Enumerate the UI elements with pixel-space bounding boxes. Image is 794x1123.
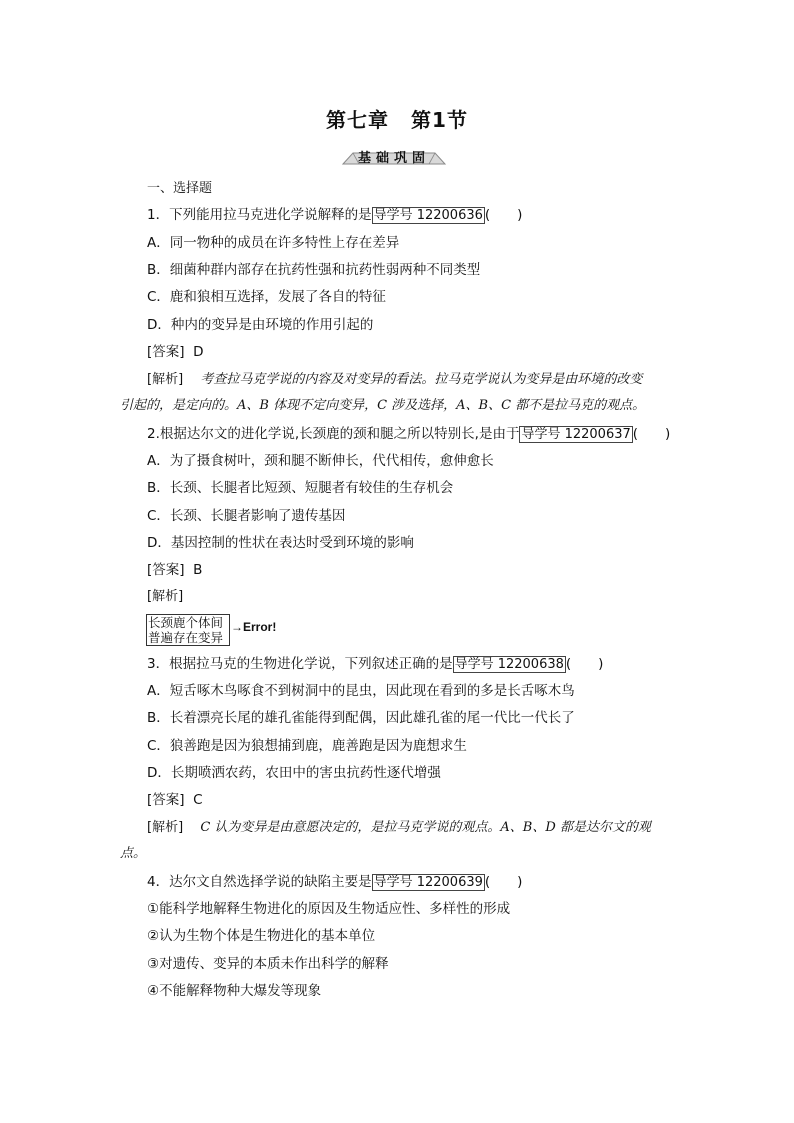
question-2-analysis-tag: [解析]: [147, 589, 184, 604]
question-4-statement-3: ③对遗传、变异的本质未作出科学的解释: [147, 956, 389, 972]
question-1-option-b: B．细菌种群内部存在抗药性强和抗药性弱两种不同类型: [147, 262, 481, 278]
question-2-option-a: A．为了摄食树叶，颈和腿不断伸长，代代相传，愈伸愈长: [147, 453, 494, 469]
question-3-analysis: [解析] C 认为变异是由意愿决定的，是拉马克学说的观点。A、B、D 都是达尔文的观: [147, 820, 651, 835]
question-1-answer: [答案] D: [147, 344, 204, 360]
question-1-option-d: D．种内的变异是由环境的作用引起的: [147, 317, 374, 333]
question-4-statement-2: ②认为生物个体是生物进化的基本单位: [147, 928, 376, 944]
flow-arrow-error: →Error!: [231, 620, 277, 634]
question-2-option-b: B．长颈、长腿者比短颈、短腿者有较佳的生存机会: [147, 480, 454, 496]
flow-box-line-1: 长颈鹿个体间: [148, 615, 224, 630]
banner-text: 基础巩固: [357, 151, 430, 166]
question-3-option-d: D．长期喷洒农药，农田中的害虫抗药性逐代增强: [147, 765, 441, 781]
question-3-analysis-continued: 点。: [120, 846, 147, 861]
question-4-statement-1: ①能科学地解释生物进化的原因及生物适应性、多样性的形成: [147, 901, 511, 917]
question-1-analysis: [解析] 考查拉马克学说的内容及对变异的看法。拉马克学说认为变异是由环境的改变: [147, 372, 643, 387]
section-banner: [339, 145, 449, 169]
question-2-option-d: D．基因控制的性状在表达时受到环境的影响: [147, 535, 414, 551]
question-code-box: 导学号 12200638: [454, 657, 564, 672]
question-3-option-c: C．狼善跑是因为狼想捕到鹿，鹿善跑是因为鹿想求生: [147, 738, 467, 754]
question-code-box: 导学号 12200636: [373, 208, 483, 223]
section-heading: 一、选择题: [147, 181, 213, 196]
question-code-box: 导学号 12200637: [521, 427, 631, 442]
question-3-answer: [答案] C: [147, 792, 203, 808]
question-code-box: 导学号 12200639: [373, 875, 483, 890]
question-2-answer: [答案] B: [147, 562, 203, 578]
question-3-option-a: A．短舌啄木鸟啄食不到树洞中的昆虫，因此现在看到的多是长舌啄木鸟: [147, 683, 575, 699]
question-1-option-c: C．鹿和狼相互选择，发展了各自的特征: [147, 289, 386, 305]
question-3-option-b: B．长着漂亮长尾的雄孔雀能得到配偶，因此雄孔雀的尾一代比一代长了: [147, 710, 575, 726]
section-label: 第1节: [411, 108, 468, 132]
question-2-option-c: C．长颈、长腿者影响了遗传基因: [147, 508, 346, 524]
question-1-stem: 1．下列能用拉马克进化学说解释的是 导学号 12200636 ( ): [147, 207, 523, 223]
question-2-stem: 2.根据达尔文的进化学说,长颈鹿的颈和腿之所以特别长,是由于 导学号 12200637 ( ): [147, 426, 671, 442]
flow-box-line-2: 普遍存在变异: [148, 630, 224, 645]
question-1-analysis-continued: 引起的，是定向的。A、B 体现不定向变异，C 涉及选择，A、B、C 都不是拉马克的观点。: [120, 398, 646, 413]
question-3-stem: 3．根据拉马克的生物进化学说，下列叙述正确的是 导学号 12200638 ( ): [147, 656, 604, 672]
chapter-label: 第七章: [326, 108, 390, 132]
analysis-flow-box: [146, 614, 230, 646]
page-title: [0, 104, 794, 133]
question-1-option-a: A．同一物种的成员在许多特性上存在差异: [147, 235, 400, 251]
question-4-stem: 4．达尔文自然选择学说的缺陷主要是 导学号 12200639 ( ): [147, 874, 523, 890]
question-4-statement-4: ④不能解释物种大爆发等现象: [147, 983, 322, 999]
